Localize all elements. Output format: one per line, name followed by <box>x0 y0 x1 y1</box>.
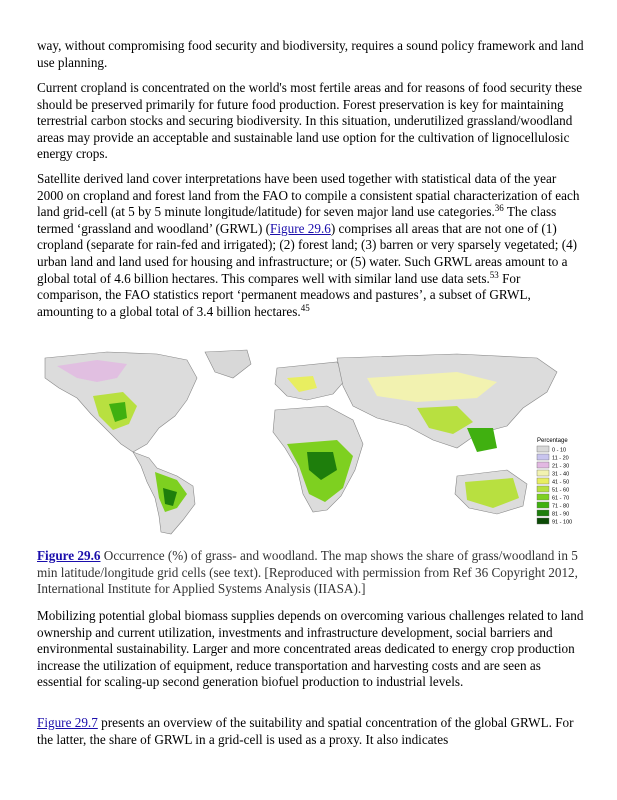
figure-29-6-link[interactable]: Figure 29.6 <box>270 220 331 236</box>
legend-swatch <box>537 510 549 516</box>
figure-29-7-link[interactable]: Figure 29.7 <box>37 715 98 730</box>
legend-swatch <box>537 470 549 476</box>
reference-36[interactable]: 36 <box>494 203 504 214</box>
legend-label: 11 - 20 <box>552 455 569 462</box>
legend-swatch <box>537 446 549 452</box>
legend-label: 51 - 60 <box>552 487 570 494</box>
paragraph-5 <box>37 715 585 748</box>
paragraph-3-text-d: For comparison, the FAO statistics report ‘permanent meadows and pastures’, a subset of GRWL, amounting to a global total of 3.4 billion hectares. <box>37 270 531 319</box>
legend-label: 0 - 10 <box>552 447 567 454</box>
legend-title: Percentage <box>537 438 568 444</box>
paragraph-4: Mobilizing potential global biomass supplies depends on overcoming various challenges related to land ownership and current utilization, investments and infrastructure development, social barriers and environmental sustainability. Larger and more concentrated areas dedicated to energy crop production increase the utilization of equipment, reduce transportation and harvesting costs and are seen as essential for scaling-up second generation biofuel production to industrial levels. <box>37 608 584 690</box>
figure-label[interactable]: Figure 29.6 <box>37 548 101 563</box>
paragraph-2: Current cropland is concentrated on the world's most fertile areas and for reasons of food security these should be preserved primarily for future food production. Forest preservation is key for maintaining terrestrial carbon stocks and securing biodiversity. In this situation, underutilized grassland/woodland areas may provide an acceptable and sustainable land use option for the cultivation of lignocellulosic energy crops. <box>37 80 583 162</box>
reference-53[interactable]: 53 <box>489 269 499 280</box>
legend-swatch <box>537 462 549 468</box>
paragraph-3-text-a: Satellite derived land cover interpretations have been used together with statistical data of the year 2000 on cropland and forest land from the FAO to compile a consistent spatial characterization of each land grid-cell (at 5 by 5 minute longitude/latitude) for seven major land use categories. <box>37 171 580 220</box>
legend-label: 71 - 80 <box>552 503 570 510</box>
grassland-woodland-world-map <box>37 348 581 538</box>
legend-label: 81 - 90 <box>552 511 570 518</box>
legend-label: 61 - 70 <box>552 495 570 502</box>
paragraph-3-text-c: ) comprises all areas that are not one of (1) cropland (separate for rain-fed and irrigated); (2) forest land; (3) barren or very sparsely vegetated; (4) urban land and land used for housing and infrastructure; or (5) water. Such GRWL areas amount to a global total of 4.6 billion hectares. This compares well with similar land use data sets. <box>37 220 578 286</box>
legend-swatch <box>537 494 549 500</box>
figure-caption-text: Occurrence (%) of grass- and woodland. The map shows the share of grass/woodland in 5 min latitude/longitude grid cells (see text). [Reproduced with permission from Ref 36 Copyright 2012, International Institute for Applied Systems Analysis (IIASA).] <box>37 548 578 597</box>
legend-swatch <box>537 478 549 484</box>
paragraph-3 <box>37 171 585 320</box>
legend-label: 41 - 50 <box>552 479 570 486</box>
legend-swatch <box>537 486 549 492</box>
paragraph-1: way, without compromising food security and biodiversity, requires a sound policy framework and land use planning. <box>37 38 584 70</box>
legend-swatch <box>537 454 549 460</box>
paragraph-3-text-b: The class termed ‘grassland and woodland’ (GRWL) ( <box>37 204 557 236</box>
legend-label: 31 - 40 <box>552 471 570 478</box>
legend-swatch <box>537 502 549 508</box>
legend-swatch <box>537 518 549 524</box>
reference-45[interactable]: 45 <box>300 302 310 313</box>
legend-label: 91 - 100 <box>552 519 573 526</box>
figure-caption <box>37 548 585 598</box>
legend-label: 21 - 30 <box>552 463 570 470</box>
paragraph-5-text: presents an overview of the suitability and spatial concentration of the global GRWL. For the latter, the share of GRWL in a grid-cell is used as a proxy. It also indicates <box>37 715 574 747</box>
